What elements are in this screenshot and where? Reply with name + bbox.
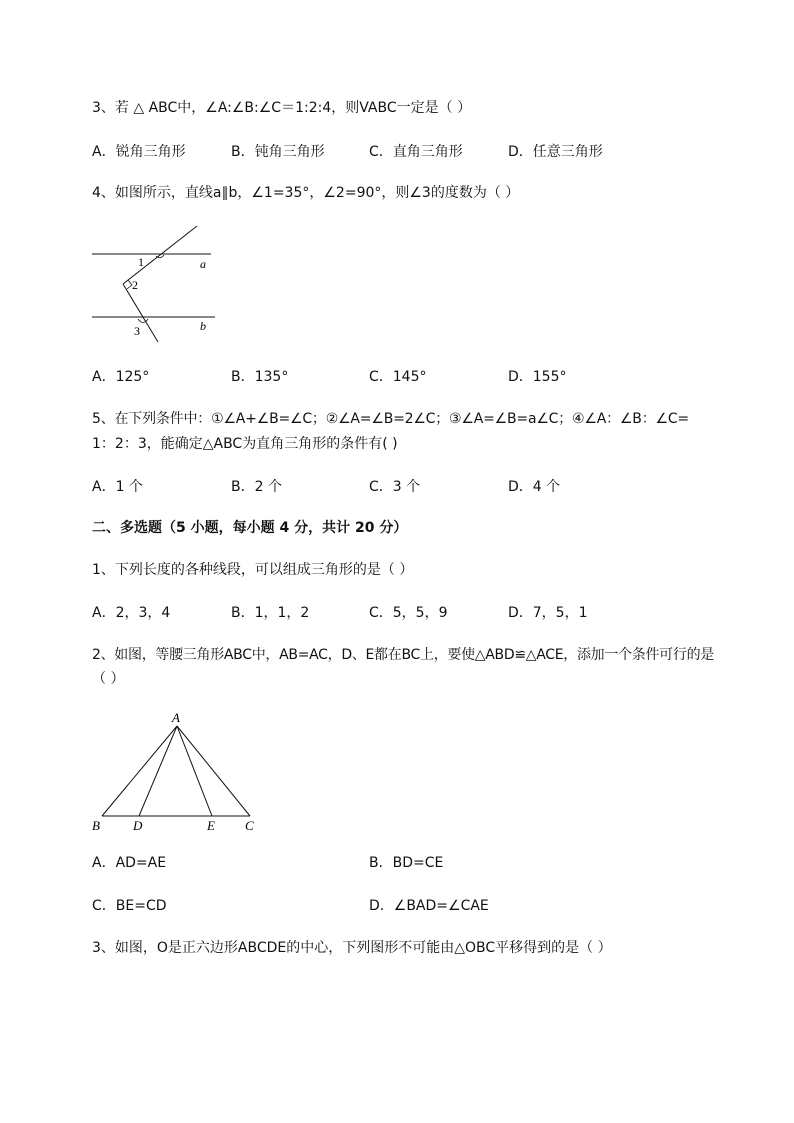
m1-option-c: C．5，5，9 [369,605,448,621]
question-5-line2: 1：2：3，能确定△ABC为直角三角形的条件有( ) [92,436,398,452]
section-2-title: 二、多选题（5 小题，每小题 4 分，共计 20 分） [92,520,408,536]
q3-option-b: B．钝角三角形 [231,144,325,160]
multi-question-2-line2: （ ） [92,671,125,687]
q5-option-d: D．4 个 [508,479,561,495]
m1-option-b: B．1，1，2 [231,605,310,621]
label-e: E [207,818,215,833]
isosceles-triangle-figure [88,708,268,836]
multi-question-2-line1: 2、如图，等腰三角形ABC中，AB=AC，D、E都在BC上，要使△ABD≌△ACE，添加一个条件可行的是 [92,647,714,663]
transversal-upper [123,226,197,284]
label-b: B [92,818,100,833]
parallel-lines-figure [90,224,220,344]
side-ac [177,726,250,816]
label-angle-2: 2 [132,278,138,292]
q5-option-b: B．2 个 [231,479,282,495]
angle-3-arc [138,319,148,323]
label-line-b: b [200,319,206,333]
side-ab [102,726,177,816]
q3-option-d: D．任意三角形 [508,144,603,160]
m2-option-b: B．BD=CE [369,855,444,871]
question-4-text: 4、如图所示，直线a∥b，∠1=35°，∠2=90°，则∠3的度数为（ ） [92,185,520,201]
m2-option-c: C．BE=CD [92,898,167,914]
segment-ad [139,726,177,816]
segment-ae [177,726,212,816]
multi-question-1-text: 1、下列长度的各种线段，可以组成三角形的是（ ） [92,562,414,578]
m2-option-a: A．AD=AE [92,855,167,871]
q3-option-a: A．锐角三角形 [92,144,186,160]
q4-option-b: B．135° [231,369,289,385]
label-c: C [245,818,254,833]
q4-option-a: A．125° [92,369,150,385]
q5-option-c: C．3 个 [369,479,421,495]
q3-option-c: C．直角三角形 [369,144,463,160]
label-line-a: a [200,257,206,271]
m1-option-d: D．7，5，1 [508,605,588,621]
label-a: A [172,710,180,725]
question-3-text: 3、若 △ ABC中，∠A:∠B:∠C＝1:2:4，则VABC一定是（ ） [92,100,472,116]
transversal-lower [123,284,158,342]
multi-question-3-text: 3、如图，O是正六边形ABCDE的中心，下列图形不可能由△OBC平移得到的是（ ） [92,940,612,956]
label-d: D [133,818,143,833]
label-angle-3: 3 [134,324,140,338]
question-5-line1: 5、在下列条件中：①∠A+∠B=∠C；②∠A=∠B=2∠C；③∠A=∠B=a∠C；④∠A：∠B：∠C= [92,411,689,427]
q5-option-a: A．1 个 [92,479,143,495]
m2-option-d: D．∠BAD=∠CAE [369,898,489,914]
m1-option-a: A．2，3，4 [92,605,171,621]
label-angle-1: 1 [138,255,144,269]
q4-option-d: D．155° [508,369,567,385]
q4-option-c: C．145° [369,369,427,385]
